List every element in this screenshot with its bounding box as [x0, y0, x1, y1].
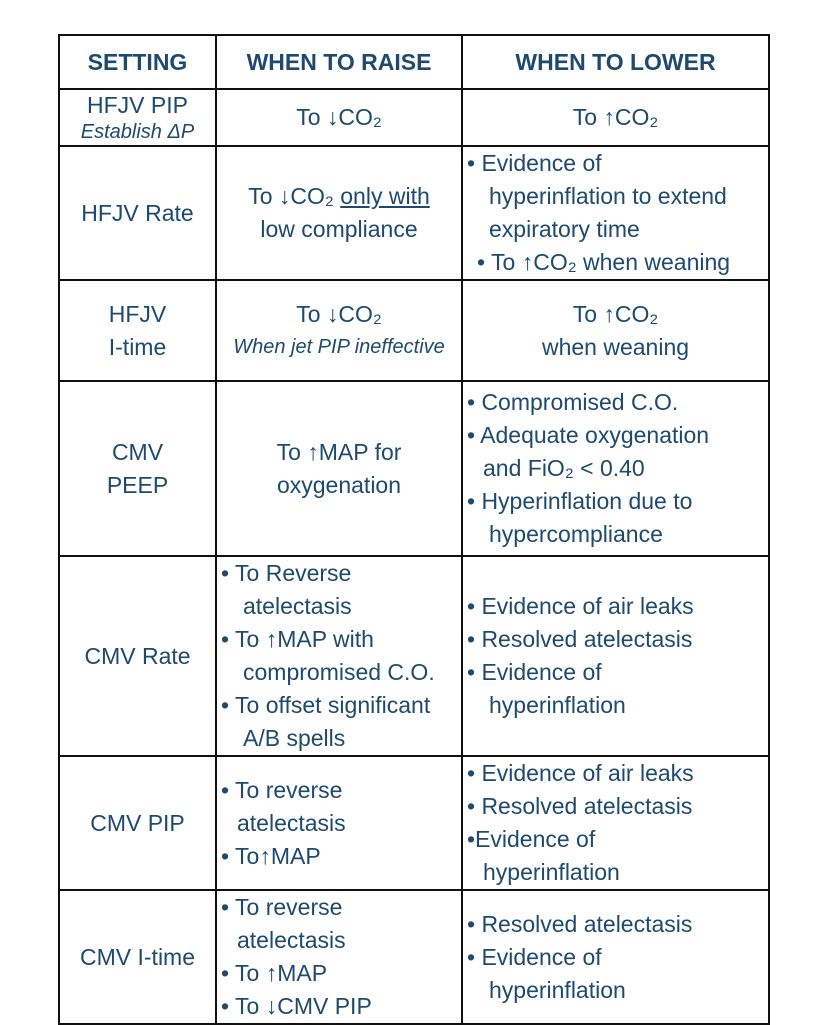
raise-text: To ↓CO₂	[248, 183, 334, 209]
list-item-continued: hyperinflation to extend	[489, 183, 727, 209]
list-item-continued: hypercompliance	[489, 521, 663, 547]
list-item: • Evidence of	[467, 659, 602, 685]
raise-cell	[216, 556, 462, 756]
list-item: • To Reverse	[221, 560, 352, 586]
setting-cell	[59, 381, 216, 556]
list-item: • Resolved atelectasis	[467, 910, 693, 937]
raise-text: To ↑MAP for	[276, 438, 402, 465]
list-item: • Hyperinflation due to	[467, 488, 693, 514]
list-item: • Resolved atelectasis	[467, 626, 693, 652]
raise-emphasis: only with	[340, 183, 430, 209]
raise-cell	[216, 89, 462, 146]
list-item-continued: hyperinflation	[489, 976, 626, 1003]
list-item: • Evidence of air leaks	[467, 760, 694, 786]
raise-text: oxygenation	[276, 471, 402, 498]
list-item: • Compromised C.O.	[467, 389, 679, 415]
raise-cell	[216, 280, 462, 381]
setting-cell	[59, 556, 216, 756]
setting-name: HFJV	[108, 300, 167, 327]
setting-note: Establish ΔP	[80, 120, 195, 143]
lower-cell	[462, 381, 769, 556]
list-item: • Resolved atelectasis	[467, 793, 693, 819]
list-item: • Adequate oxygenation	[467, 422, 710, 448]
list-item: • To ↑MAP	[221, 960, 328, 986]
list-item-continued: hyperinflation	[489, 692, 626, 718]
setting-name: HFJV Rate	[81, 199, 194, 226]
lower-cell	[462, 89, 769, 146]
raise-line	[217, 180, 461, 213]
raise-text: To ↓CO₂	[296, 104, 382, 130]
raise-note: When jet PIP ineffective	[233, 335, 445, 358]
list-item-continued: atelectasis	[237, 809, 346, 836]
lower-cell	[462, 146, 769, 280]
list-item-continued: atelectasis	[237, 927, 346, 953]
setting-cell	[59, 890, 216, 1024]
setting-name: CMV I-time	[80, 943, 195, 970]
ventilator-settings-table	[58, 34, 770, 1025]
table-row	[59, 280, 769, 381]
table-row	[59, 890, 769, 1024]
table-row	[59, 556, 769, 756]
list-item-continued: A/B spells	[243, 725, 346, 751]
setting-cell	[59, 89, 216, 146]
setting-name: CMV PIP	[90, 809, 185, 836]
list-item: • To ↑MAP with	[221, 626, 374, 652]
setting-cell	[59, 756, 216, 890]
list-item-continued: atelectasis	[243, 593, 352, 619]
raise-text: low compliance	[260, 216, 418, 242]
list-item-continued: expiratory time	[489, 216, 640, 242]
list-item-continued: compromised C.O.	[243, 659, 435, 685]
table-row	[59, 89, 769, 146]
setting-cell	[59, 146, 216, 280]
setting-name: HFJV PIP	[87, 91, 188, 118]
list-item: • To reverse	[221, 894, 343, 920]
list-item: • To reverse	[221, 776, 343, 803]
list-item: • To ↓CMV PIP	[221, 993, 372, 1019]
list-item: • Evidence of air leaks	[467, 593, 694, 619]
lower-text: when weaning	[541, 333, 690, 360]
header-when-to-lower: WHEN TO LOWER	[462, 35, 769, 89]
lower-text: To ↑CO₂	[572, 300, 659, 327]
raise-cell	[216, 756, 462, 890]
list-item: • Evidence of	[467, 943, 602, 970]
raise-cell	[216, 381, 462, 556]
list-item: • To offset significant	[221, 692, 431, 718]
list-item: • Evidence of	[467, 150, 602, 176]
header-when-to-raise: WHEN TO RAISE	[216, 35, 462, 89]
raise-cell	[216, 890, 462, 1024]
table-row	[59, 146, 769, 280]
table-row	[59, 756, 769, 890]
setting-name: PEEP	[106, 471, 169, 498]
table-row	[59, 381, 769, 556]
setting-cell	[59, 280, 216, 381]
list-item: • To ↑CO₂ when weaning	[477, 249, 731, 275]
lower-cell	[462, 756, 769, 890]
lower-text: To ↑CO₂	[572, 104, 659, 130]
raise-text: To ↓CO₂	[296, 300, 382, 327]
list-item-continued: and FiO₂ < 0.40	[483, 455, 645, 481]
setting-name: I-time	[108, 333, 167, 360]
list-item: • To↑MAP	[221, 842, 321, 869]
lower-cell	[462, 280, 769, 381]
setting-name: CMV	[111, 438, 164, 465]
list-item: •Evidence of	[467, 826, 596, 852]
raise-cell	[216, 146, 462, 280]
list-item-continued: hyperinflation	[483, 859, 620, 885]
lower-cell	[462, 890, 769, 1024]
setting-name: CMV Rate	[84, 642, 191, 669]
header-row	[59, 35, 769, 89]
header-setting: SETTING	[59, 35, 216, 89]
lower-cell	[462, 556, 769, 756]
